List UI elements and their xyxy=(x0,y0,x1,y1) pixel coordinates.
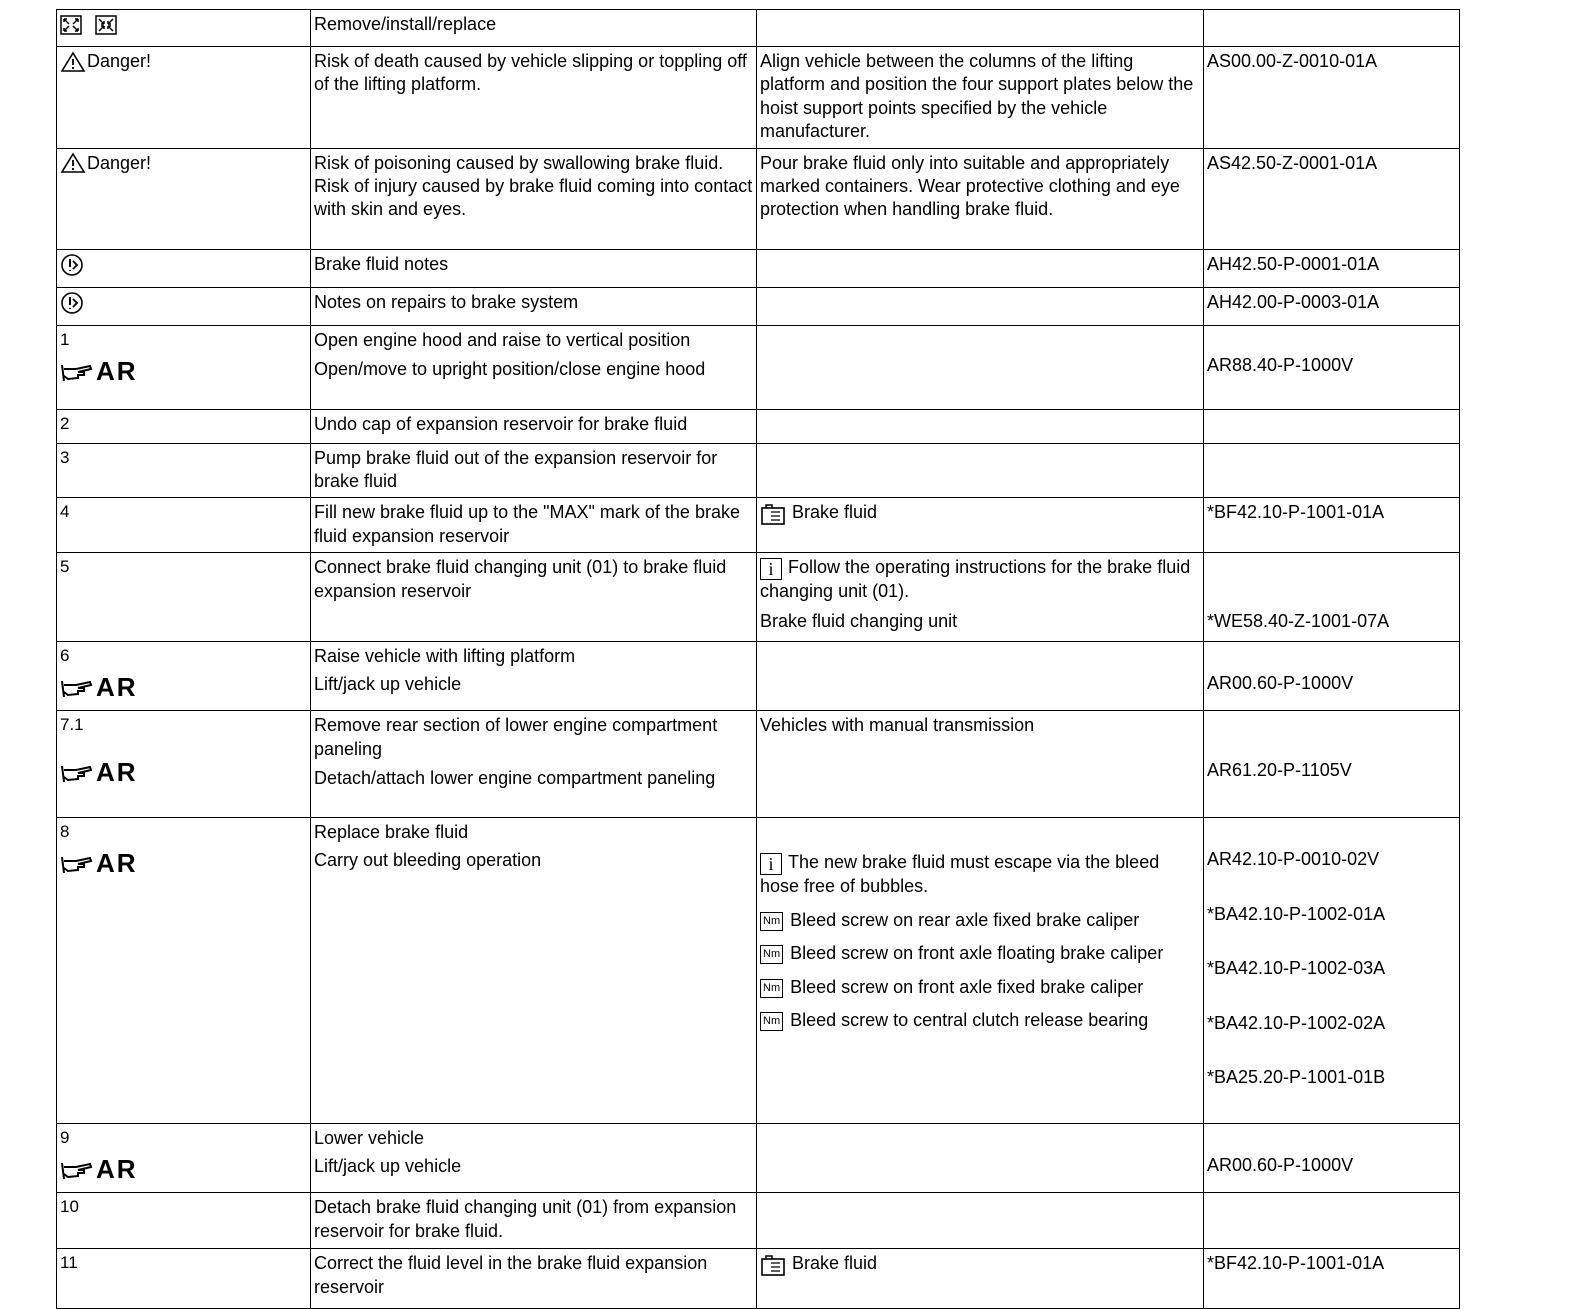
table-row xyxy=(57,1249,1460,1309)
torque-text: Bleed screw to central clutch release bearing xyxy=(790,1009,1149,1030)
reference-code: AR88.40-P-1000V xyxy=(1207,354,1354,375)
step-title: Lower vehicle xyxy=(314,1128,425,1149)
table-row xyxy=(57,1193,1460,1249)
danger-label: Danger! xyxy=(87,51,152,71)
reference-code: *BF42.10-P-1001-01A xyxy=(1207,502,1385,523)
detail-text: Brake fluid xyxy=(792,502,878,523)
step-title: Pump brake fluid out of the expansion reservoir for brake fluid xyxy=(314,447,718,491)
install-icon xyxy=(95,15,117,35)
step-title: Raise vehicle with lifting platform xyxy=(314,646,576,667)
table-row xyxy=(57,818,1460,1124)
table-row xyxy=(57,711,1460,818)
reference-code: *BA42.10-P-1002-02A xyxy=(1207,1012,1386,1033)
danger-label: Danger! xyxy=(87,152,152,173)
table-row xyxy=(57,287,1460,325)
table-row xyxy=(57,47,1460,149)
pointing-hand-icon xyxy=(60,853,94,875)
reference-code: AR00.60-P-1000V xyxy=(1207,673,1354,694)
reference-code: AH42.50-P-0001-01A xyxy=(1207,253,1380,274)
remove-icon xyxy=(60,15,82,35)
step-number: 3 xyxy=(60,447,70,467)
torque-icon: Nm xyxy=(760,979,783,998)
torque-text: Bleed screw on front axle floating brake caliper xyxy=(790,943,1164,964)
step-number: 2 xyxy=(60,413,70,433)
reference-code: *BA42.10-P-1002-01A xyxy=(1207,903,1386,924)
table-row xyxy=(57,443,1460,498)
pointing-hand-icon xyxy=(60,1159,94,1181)
table-row xyxy=(57,409,1460,443)
procedure-table xyxy=(56,9,1460,1309)
pointing-hand-icon xyxy=(60,677,94,699)
ar-label: AR xyxy=(96,848,138,879)
pointing-hand-icon xyxy=(60,762,94,784)
warning-icon xyxy=(60,51,86,73)
step-title: Undo cap of expansion reservoir for brake fluid xyxy=(314,413,688,434)
detail-text: Brake fluid xyxy=(792,1253,878,1274)
reference-code: *BA25.20-P-1001-01B xyxy=(1207,1066,1386,1087)
info-text: The new brake fluid must escape via the bleed hose free of bubbles. xyxy=(760,852,1160,897)
step-number: 1 xyxy=(60,329,70,349)
reference-code: *WE58.40-Z-1001-07A xyxy=(1207,611,1390,632)
detail-text: Brake fluid changing unit xyxy=(760,610,958,631)
step-number: 4 xyxy=(60,502,70,522)
measure-text: Pour brake fluid only into suitable and appropriately marked containers. Wear protective clothing and eye protection when handling brake fluid. xyxy=(760,152,1180,220)
table-row xyxy=(57,553,1460,642)
step-number: 7.1 xyxy=(60,715,84,735)
risk-text: Risk of death caused by vehicle slipping or toppling off of the lifting platform. xyxy=(314,51,747,95)
info-icon: i xyxy=(760,558,782,580)
reference-code: AS00.00-Z-0010-01A xyxy=(1207,51,1378,71)
step-title: Connect brake fluid changing unit (01) to brake fluid expansion reservoir xyxy=(314,557,727,601)
step-title: Detach brake fluid changing unit (01) from expansion reservoir for brake fluid. xyxy=(314,1197,737,1241)
table-row xyxy=(57,1124,1460,1193)
condition-text: Vehicles with manual transmission xyxy=(760,715,1035,736)
note-icon xyxy=(60,253,84,277)
note-text: Notes on repairs to brake system xyxy=(314,291,579,312)
step-number: 10 xyxy=(60,1197,79,1217)
step-title: Open engine hood and raise to vertical position xyxy=(314,329,691,350)
step-number: 6 xyxy=(60,646,70,666)
reference-code: AR61.20-P-1105V xyxy=(1207,760,1352,781)
risk-text: Risk of poisoning caused by swallowing brake fluid. Risk of injury caused by brake fluid coming into contact with skin and eyes. xyxy=(314,152,753,220)
step-subtitle: Lift/jack up vehicle xyxy=(314,1155,462,1176)
step-number: 11 xyxy=(60,1253,78,1273)
torque-icon: Nm xyxy=(760,1012,783,1031)
step-number: 8 xyxy=(60,822,70,842)
torque-text: Bleed screw on rear axle fixed brake caliper xyxy=(790,909,1140,930)
torque-text: Bleed screw on front axle fixed brake caliper xyxy=(790,976,1144,997)
warning-icon xyxy=(60,152,86,174)
step-subtitle: Open/move to upright position/close engine hood xyxy=(314,358,706,379)
reference-code: AR42.10-P-0010-02V xyxy=(1207,849,1380,870)
note-text: Brake fluid notes xyxy=(314,253,449,274)
reference-code: *BF42.10-P-1001-01A xyxy=(1207,1253,1385,1274)
reference-code: AH42.00-P-0003-01A xyxy=(1207,291,1380,312)
ar-label: AR xyxy=(96,757,138,788)
torque-icon: Nm xyxy=(760,945,783,964)
step-title: Fill new brake fluid up to the "MAX" mark of the brake fluid expansion reservoir xyxy=(314,502,740,546)
step-title: Remove rear section of lower engine compartment paneling xyxy=(314,715,718,759)
ar-label: AR xyxy=(96,672,138,703)
reference-code: AR00.60-P-1000V xyxy=(1207,1155,1354,1176)
step-title: Replace brake fluid xyxy=(314,822,469,843)
ar-label: AR xyxy=(96,1154,138,1185)
torque-icon: Nm xyxy=(760,912,783,931)
info-text: Follow the operating instructions for the brake fluid changing unit (01). xyxy=(760,557,1191,602)
table-row xyxy=(57,10,1460,47)
ar-label: AR xyxy=(96,355,138,386)
table-row xyxy=(57,325,1460,409)
measure-text: Align vehicle between the columns of the lifting platform and position the four support plates below the hoist support points specified by the vehicle manufacturer. xyxy=(760,51,1194,142)
reference-code: *BA42.10-P-1002-03A xyxy=(1207,958,1386,979)
step-subtitle: Lift/jack up vehicle xyxy=(314,673,462,694)
fluid-container-icon xyxy=(760,1254,786,1276)
table-row xyxy=(57,498,1460,553)
pointing-hand-icon xyxy=(60,361,94,383)
step-title: Correct the fluid level in the brake fluid expansion reservoir xyxy=(314,1253,708,1297)
reference-code: AS42.50-Z-0001-01A xyxy=(1207,152,1378,173)
info-icon: i xyxy=(760,853,782,875)
note-icon xyxy=(60,291,84,315)
step-number: 5 xyxy=(60,557,70,577)
step-subtitle: Detach/attach lower engine compartment paneling xyxy=(314,768,716,789)
step-number: 9 xyxy=(60,1128,70,1148)
header-text: Remove/install/replace xyxy=(314,14,497,34)
table-row xyxy=(57,148,1460,249)
table-row xyxy=(57,249,1460,287)
step-subtitle: Carry out bleeding operation xyxy=(314,849,542,870)
table-row xyxy=(57,642,1460,711)
fluid-container-icon xyxy=(760,503,786,525)
